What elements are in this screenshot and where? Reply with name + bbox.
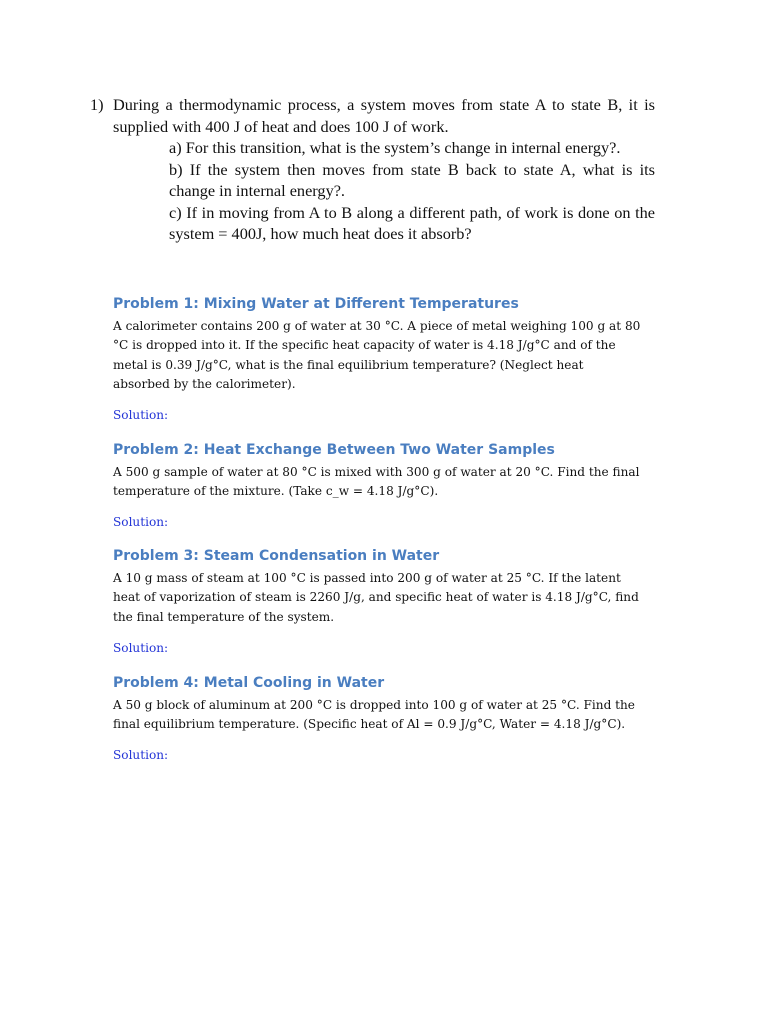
- question-part-b: b) If the system then moves from state B back to state A, what is its change in internal energy?.: [169, 159, 655, 200]
- question-part-a: a) For this transition, what is the system’s change in internal energy?.: [169, 138, 621, 157]
- question-stem: During a thermodynamic process, a system moves from state A to state B, it is supplied with 400 J of heat and does 100 J of work.: [113, 95, 655, 136]
- problem-title: Problem 1: Mixing Water at Different Temperatures: [113, 296, 519, 312]
- question-1: [90, 94, 655, 245]
- solution-label: Solution:: [113, 748, 169, 762]
- problem-1: [113, 295, 641, 422]
- question-parts: [169, 137, 655, 245]
- problem-title: Problem 2: Heat Exchange Between Two Water Samples: [113, 442, 555, 458]
- problem-title: Problem 3: Steam Condensation in Water: [113, 548, 440, 564]
- problem-3: [113, 547, 641, 655]
- problem-body: A 10 g mass of steam at 100 °C is passed into 200 g of water at 25 °C. If the latent heat of vaporization of steam is 2260 J/g, and specific heat of water is 4.18 J/g°C, find the final temperature of the system.: [113, 571, 639, 624]
- problem-4: [113, 674, 641, 762]
- problem-title: Problem 4: Metal Cooling in Water: [113, 675, 385, 691]
- question-part-c: c) If in moving from A to B along a different path, of work is done on the system = 400J, how much heat does it absorb?: [169, 202, 655, 243]
- solution-label: Solution:: [113, 408, 169, 422]
- solution-label: Solution:: [113, 641, 169, 655]
- problem-body: A calorimeter contains 200 g of water at 30 °C. A piece of metal weighing 100 g at 80 °C is dropped into it. If the specific heat capacity of water is 4.18 J/g°C and of the metal is 0.39 J/g°C, what is the final equilibrium temperature? (Neglect heat absorbed by the calorimeter).: [113, 319, 641, 391]
- solution-label: Solution:: [113, 515, 169, 529]
- problem-body: A 500 g sample of water at 80 °C is mixed with 300 g of water at 20 °C. Find the final temperature of the mixture. (Take c_w = 4.18 J/g°C).: [113, 465, 640, 499]
- problem-2: [113, 441, 641, 529]
- question-number: 1): [90, 95, 104, 114]
- problem-body: A 50 g block of aluminum at 200 °C is dropped into 100 g of water at 25 °C. Find the final equilibrium temperature. (Specific heat of Al = 0.9 J/g°C, Water = 4.18 J/g°C).: [113, 698, 635, 732]
